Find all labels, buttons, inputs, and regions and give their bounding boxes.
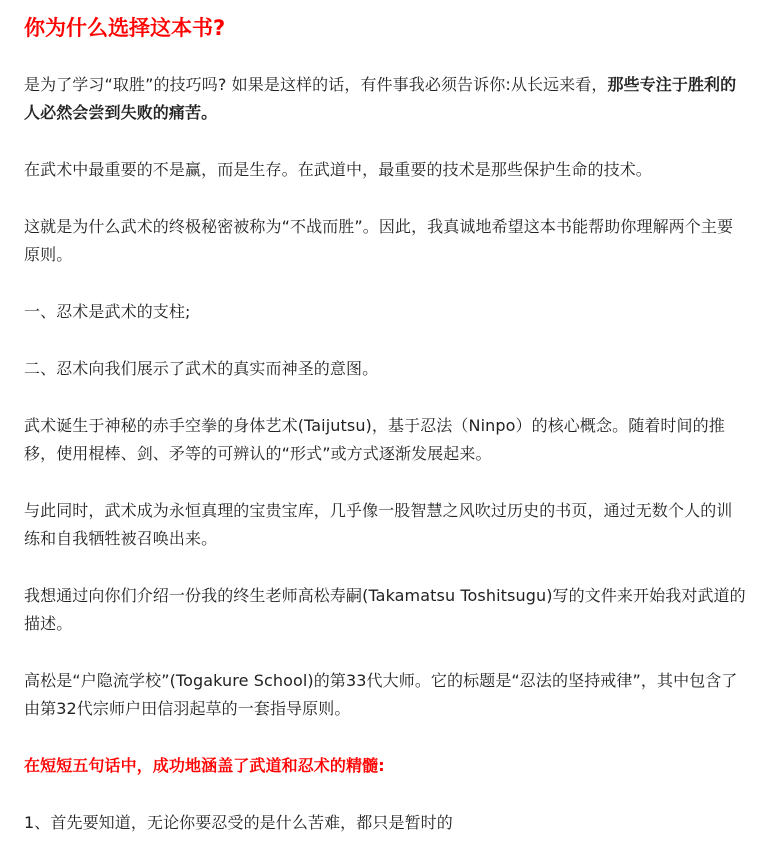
paragraph-secret: 这就是为什么武术的终极秘密被称为“不战而胜”。因此，我真诚地希望这本书能帮助你理解两个主要原则。 (24, 217, 734, 264)
paragraph-survival: 在武术中最重要的不是赢，而是生存。在武道中，最重要的技术是那些保护生命的技术。 (24, 160, 652, 179)
paragraph-origin: 武术诞生于神秘的赤手空拳的身体艺术(Taijutsu)，基于忍法（Ninpo）的核心概念。随着时间的推移，使用棍棒、剑、矛等的可辨认的“形式”或方式逐渐发展起来。 (24, 416, 725, 463)
paragraph-intro-text: 是为了学习“取胜”的技巧吗? 如果是这样的话，有件事我必须告诉你:从长远来看， (24, 75, 608, 94)
principle-two: 二、忍术向我们展示了武术的真实而神圣的意图。 (24, 359, 379, 378)
paragraph-intro-bold: 那些专注于胜利的人必然会尝到失败的痛苦。 (24, 75, 737, 122)
paragraph-treasury: 与此同时，武术成为永恒真理的宝贵宝库，几乎像一股智慧之风吹过历史的书页，通过无数个人的训练和自我牺牲被召唤出来。 (24, 501, 733, 548)
paragraph-teacher: 我想通过向你们介绍一份我的终生老师高松寿嗣(Takamatsu Toshitsugu)写的文件来开始我对武道的描述。 (24, 586, 746, 633)
principle-one: 一、忍术是武术的支柱; (24, 302, 191, 321)
paragraph-takamatsu: 高松是“户隐流学校”(Togakure School)的第33代大师。它的标题是“忍法的坚持戒律”，其中包含了由第32代宗师户田信羽起草的一套指导原则。 (24, 671, 738, 718)
highlight-paragraph: 在短短五句话中，成功地涵盖了武道和忍术的精髓: (24, 756, 385, 775)
list-item-one: 1、首先要知道，无论你要忍受的是什么苦难，都只是暂时的 (24, 813, 453, 832)
paragraph-intro (24, 71, 747, 127)
page-title: 你为什么选择这本书? (24, 16, 226, 40)
